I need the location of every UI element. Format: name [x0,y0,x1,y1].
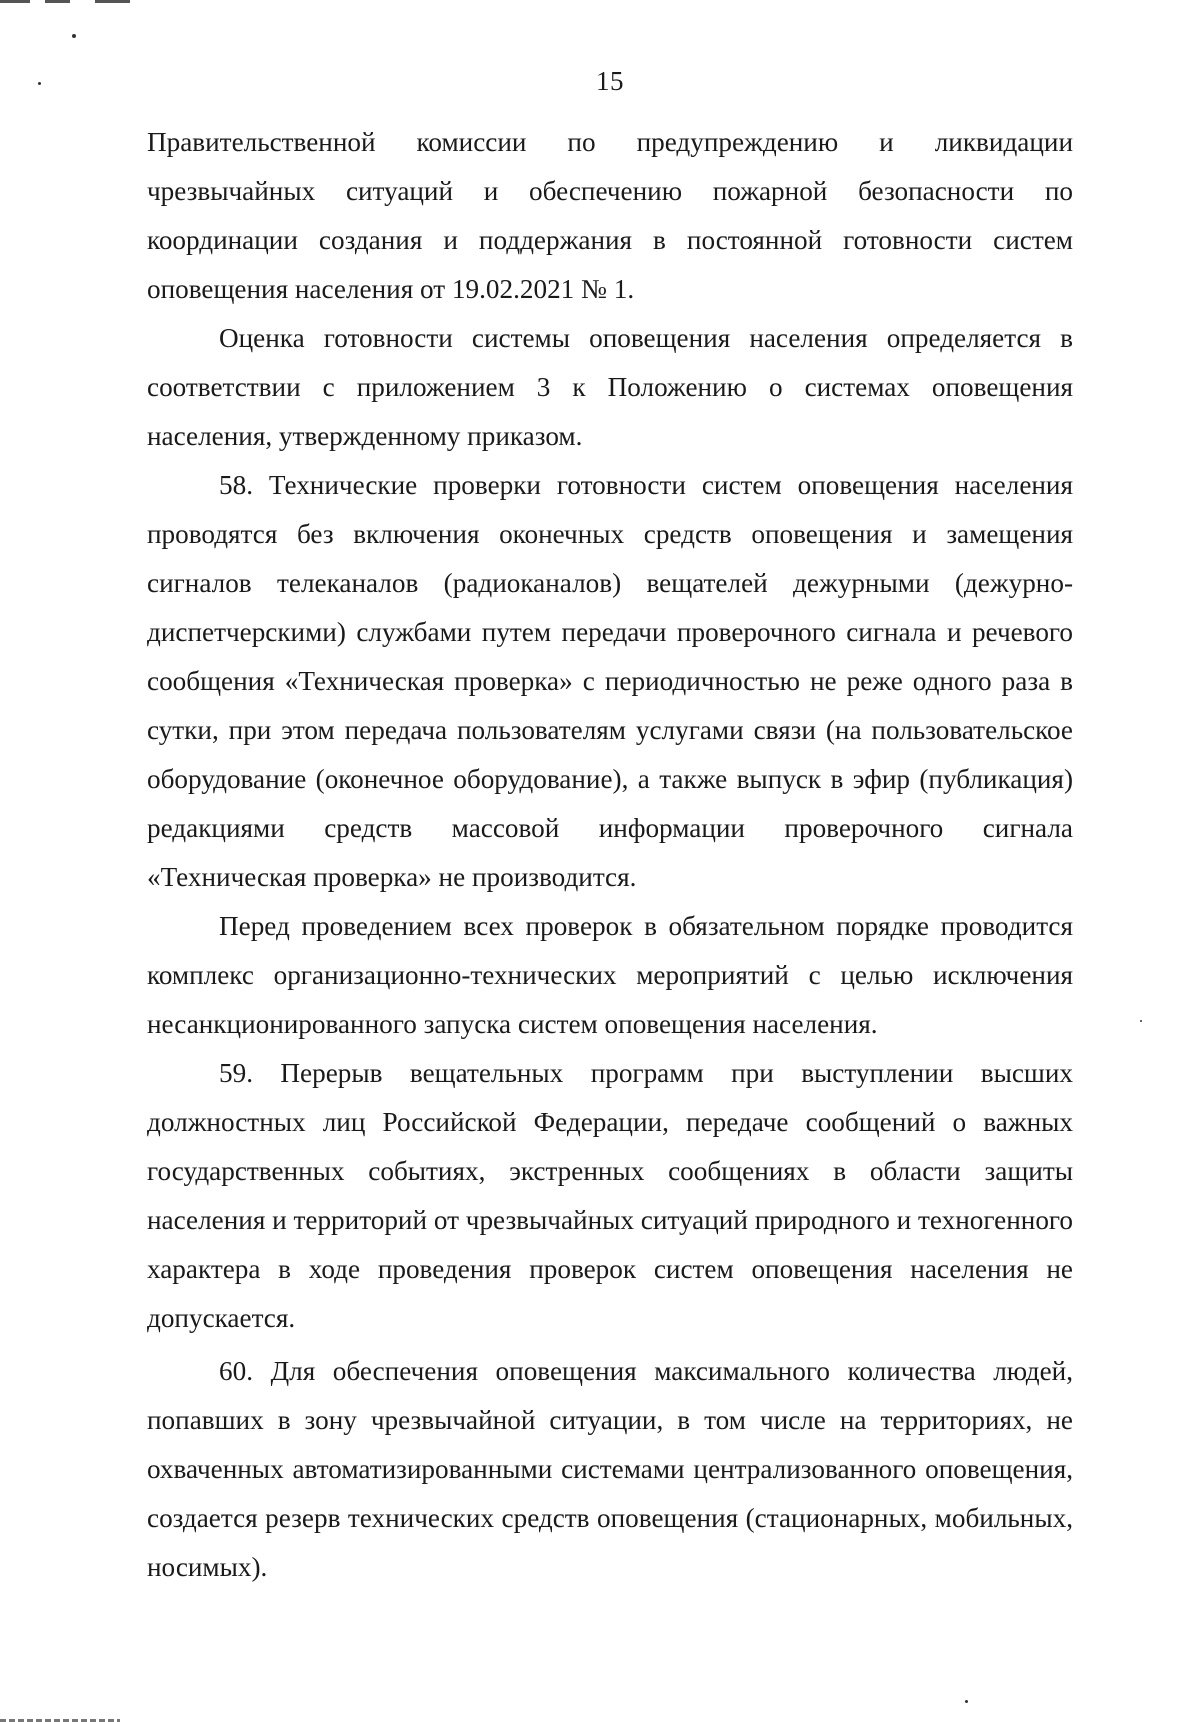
paragraph-58-technical-checks: 58. Технические проверки готовности систем оповещения населения проводятся без включения оконечных средств оповещения и замещения сигналов телеканалов (радиоканалов) вещателей дежурными (дежурно-диспетчерскими) службами путем передачи проверочного сигнала и речевого сообщения «Техническая проверка» с периодичностью не реже одного раза в сутки, при этом передача пользователям услугами связи (на пользовательское оборудование (оконечное оборудование), а также выпуск в эфир (публикация) редакциями средств массовой информации проверочного сигнала «Техническая проверка» не производится. [147,470,1073,892]
document-body [147,118,1073,1592]
scan-artifact-top [0,0,150,3]
paragraph-readiness-assessment: Оценка готовности системы оповещения населения определяется в соответствии с приложением 3 к Положению о системах оповещения населения, утвержденному приказом. [147,323,1073,451]
paragraph-59-broadcast-interruption: 59. Перерыв вещательных программ при выступлении высших должностных лиц Российской Федерации, передаче сообщений о важных государственных событиях, экстренных сообщениях в области защиты населения и территорий от чрезвычайных ситуаций природного и техногенного характера в ходе проведения проверок систем оповещения населения не допускается. [147,1058,1073,1333]
scan-speck [1140,1020,1142,1022]
paragraph-pre-check-measures: Перед проведением всех проверок в обязательном порядке проводится комплекс организационно-технических мероприятий с целью исключения несанкционированного запуска систем оповещения населения. [147,911,1073,1039]
page-number: 15 [596,66,624,96]
paragraph-commission-reference: Правительственной комиссии по предупреждению и ликвидации чрезвычайных ситуаций и обеспечению пожарной безопасности по координации создания и поддержания в постоянной готовности систем оповещения населения от 19.02.2021 № 1. [147,127,1073,304]
scan-speck [965,1700,968,1703]
scan-speck [72,34,76,38]
paragraph-60-reserve-means: 60. Для обеспечения оповещения максимального количества людей, попавших в зону чрезвычайной ситуации, в том числе на территориях, не охваченных автоматизированными системами централизованного оповещения, создается резерв технических средств оповещения (стационарных, мобильных, носимых). [147,1356,1073,1582]
